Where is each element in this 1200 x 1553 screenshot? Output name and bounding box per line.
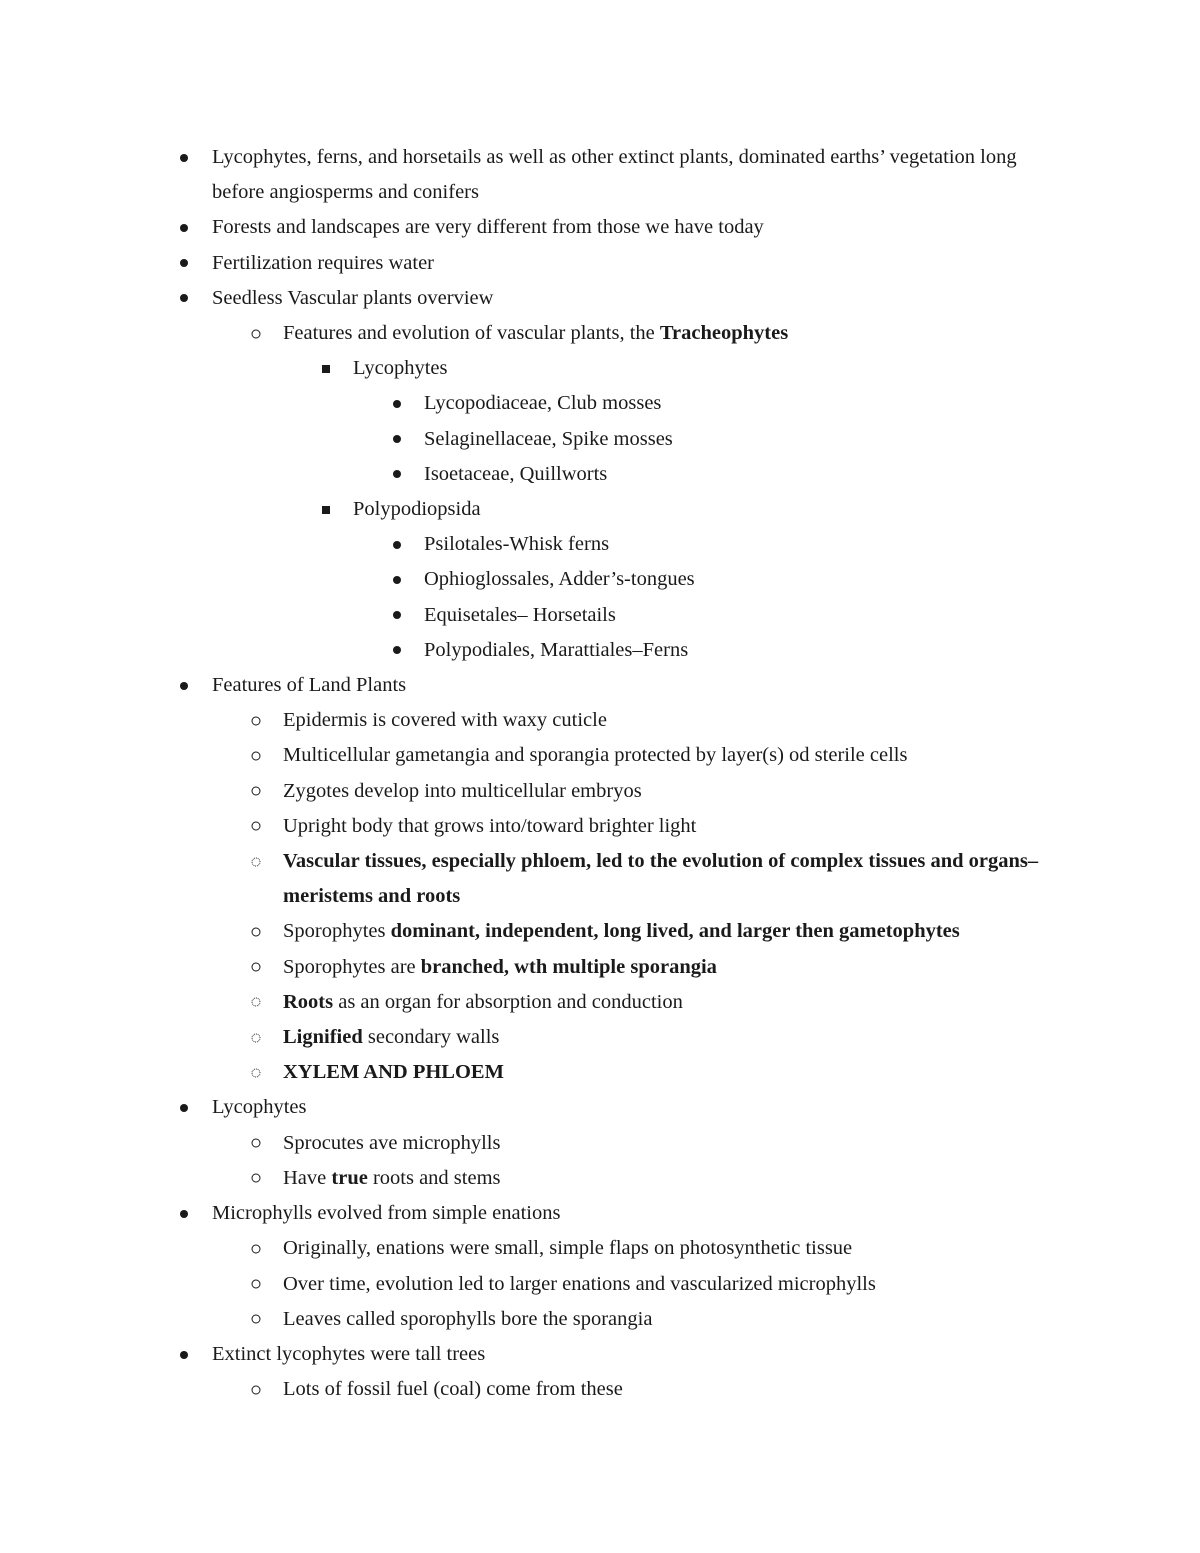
list-item <box>0 598 1200 633</box>
list-item <box>0 351 1200 386</box>
item-text: XYLEM AND PHLOEM <box>283 1061 504 1084</box>
bullet-disc-icon <box>393 400 401 408</box>
item-text: Features and evolution of vascular plants, the <box>283 322 660 345</box>
item-text: Microphylls evolved from simple enations <box>212 1202 561 1225</box>
list-item <box>0 422 1200 457</box>
bullet-circle-icon <box>252 998 261 1007</box>
item-text: Zygotes develop into multicellular embryos <box>283 779 642 802</box>
list-item <box>0 633 1200 668</box>
item-text: Originally, enations were small, simple flaps on photosynthetic tissue <box>283 1237 853 1260</box>
item-text: Extinct lycophytes were tall trees <box>212 1342 486 1365</box>
item-text: Lycopodiaceae, Club mosses <box>424 392 662 415</box>
item-text: Lycophytes <box>212 1096 307 1119</box>
bullet-disc-icon <box>393 435 401 443</box>
item-text: Upright body that grows into/toward brighter light <box>283 814 697 837</box>
item-text: Lycophytes, ferns, and horsetails as well as other extinct plants, dominated earths’ vegetation long before angiosperms and conifers <box>212 146 1017 204</box>
list-item <box>0 1161 1073 1196</box>
item-text: Vascular tissues, especially phloem, led to the evolution of complex tissues and organs–meristems and roots <box>283 850 1039 908</box>
bullet-circle-icon <box>252 1244 261 1253</box>
item-text: Fertilization requires water <box>212 251 434 274</box>
list-item <box>0 527 1200 562</box>
item-text: Ophioglossales, Adder’s-tongues <box>424 568 695 591</box>
bullet-circle-icon <box>252 857 261 866</box>
list-item <box>0 1372 1073 1407</box>
item-text: true <box>331 1166 368 1189</box>
list-item <box>0 809 1073 844</box>
bullet-disc-icon <box>393 470 401 478</box>
item-text: Epidermis is covered with waxy cuticle <box>283 709 607 732</box>
bullet-disc-icon <box>180 224 188 232</box>
bullet-square-icon <box>322 365 330 373</box>
list-item <box>0 1267 1073 1302</box>
list-item <box>0 210 1062 245</box>
item-text: Selaginellaceae, Spike mosses <box>424 427 673 450</box>
item-text: Have <box>283 1166 332 1189</box>
item-text: Polypodiales, Marattiales–Ferns <box>424 638 689 661</box>
list-item <box>0 668 1062 703</box>
bullet-circle-icon <box>252 716 261 725</box>
list-item <box>0 1020 1073 1055</box>
bullet-disc-icon <box>180 154 188 162</box>
list-item <box>0 1337 1062 1372</box>
list-item <box>0 140 1062 210</box>
bullet-disc-icon <box>180 682 188 690</box>
list-item <box>0 386 1200 421</box>
item-text: Roots <box>283 990 334 1013</box>
item-text: dominant, independent, long lived, and larger then gametophytes <box>390 920 960 943</box>
bullet-disc-icon <box>393 611 401 619</box>
bullet-square-icon <box>322 506 330 514</box>
list-item <box>0 774 1073 809</box>
list-item <box>0 246 1062 281</box>
list-item <box>0 281 1062 316</box>
list-item <box>0 1231 1073 1266</box>
bullet-disc-icon <box>180 294 188 302</box>
list-item <box>0 914 1073 949</box>
list-item <box>0 844 1073 914</box>
item-text: Lots of fossil fuel (coal) come from these <box>283 1378 623 1401</box>
item-text: Multicellular gametangia and sporangia protected by layer(s) od sterile cells <box>283 744 908 767</box>
bullet-disc-icon <box>180 259 188 267</box>
bullet-circle-icon <box>252 928 261 937</box>
bullet-circle-icon <box>252 752 261 761</box>
list-item <box>0 1302 1073 1337</box>
item-text: Sporophytes <box>283 920 391 943</box>
list-item <box>0 738 1073 773</box>
notes-document <box>0 140 1200 1407</box>
list-item <box>0 1090 1062 1125</box>
bullet-circle-icon <box>252 1315 261 1324</box>
bullet-circle-icon <box>252 1280 261 1289</box>
bullet-circle-icon <box>252 329 261 338</box>
list-item <box>0 1055 1073 1090</box>
item-text: Sporophytes are <box>283 955 421 978</box>
bullet-disc-icon <box>393 576 401 584</box>
item-text: Seedless Vascular plants overview <box>212 286 494 309</box>
list-item <box>0 950 1073 985</box>
bullet-disc-icon <box>180 1210 188 1218</box>
item-text: Tracheophytes <box>659 322 789 345</box>
bullet-circle-icon <box>252 787 261 796</box>
item-text: Sprocutes ave microphylls <box>283 1131 501 1154</box>
bullet-circle-icon <box>252 1385 261 1394</box>
item-text: Lignified <box>283 1026 363 1049</box>
item-text: Isoetaceae, Quillworts <box>424 462 608 485</box>
bullet-circle-icon <box>252 1033 261 1042</box>
item-text: Polypodiopsida <box>353 498 481 521</box>
list-item <box>0 985 1073 1020</box>
bullet-circle-icon <box>252 1174 261 1183</box>
bullet-disc-icon <box>180 1104 188 1112</box>
item-text: Over time, evolution led to larger enations and vascularized microphylls <box>283 1272 876 1295</box>
item-text: Forests and landscapes are very different from those we have today <box>212 216 764 239</box>
item-text: Features of Land Plants <box>212 674 407 697</box>
item-text: Psilotales-Whisk ferns <box>424 533 610 556</box>
list-item <box>0 562 1200 597</box>
bullet-disc-icon <box>393 646 401 654</box>
bullet-circle-icon <box>252 963 261 972</box>
bullet-circle-icon <box>252 1139 261 1148</box>
item-text: Leaves called sporophylls bore the sporangia <box>283 1307 653 1330</box>
item-text: Equisetales– Horsetails <box>424 603 616 626</box>
bullet-disc-icon <box>180 1351 188 1359</box>
item-text: Lycophytes <box>353 357 448 380</box>
item-text: roots and stems <box>367 1166 501 1189</box>
bullet-circle-icon <box>252 1068 261 1077</box>
item-text: branched, wth multiple sporangia <box>420 955 717 978</box>
list-item <box>0 457 1200 492</box>
bullet-circle-icon <box>252 822 261 831</box>
list-item <box>0 1196 1062 1231</box>
list-item <box>0 703 1073 738</box>
list-item <box>0 316 1073 351</box>
item-text: as an organ for absorption and conduction <box>333 990 683 1013</box>
bullet-disc-icon <box>393 541 401 549</box>
list-item <box>0 492 1200 527</box>
item-text: secondary walls <box>362 1026 500 1049</box>
list-item <box>0 1126 1073 1161</box>
